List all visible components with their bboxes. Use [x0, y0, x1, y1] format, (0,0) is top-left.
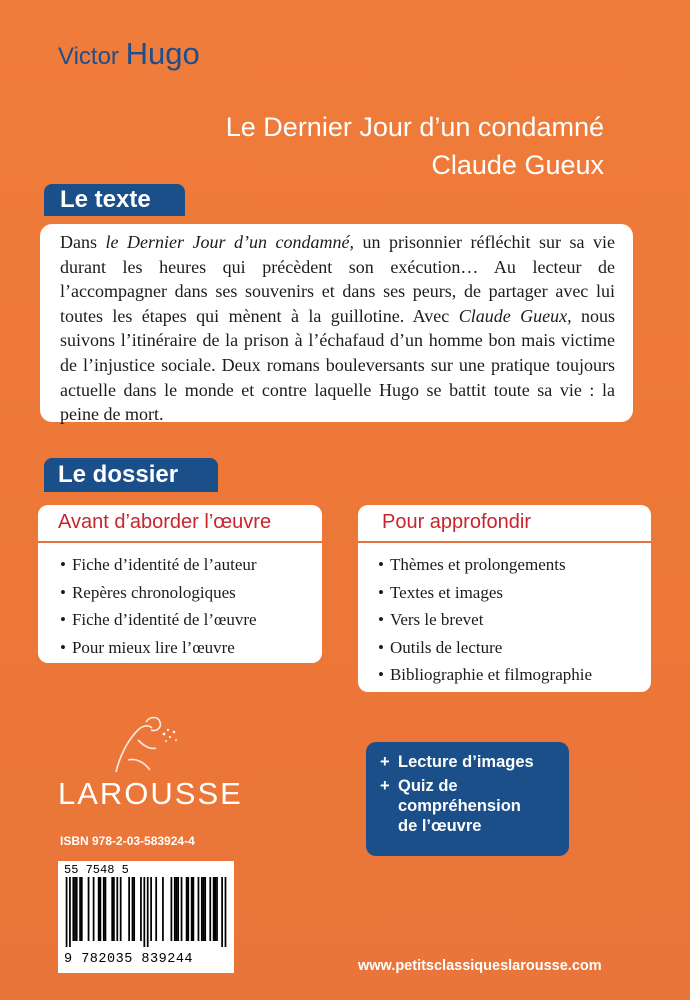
- barcode-bar: [203, 877, 205, 941]
- book-titles: [226, 108, 604, 184]
- website-url: www.petitsclassiqueslarousse.com: [358, 958, 602, 974]
- le-dossier-tab: Le dossier: [44, 458, 218, 492]
- barcode-bar: [186, 877, 188, 941]
- barcode-bar: [111, 877, 113, 941]
- barcode: [58, 861, 234, 973]
- barcode-bar: [147, 877, 149, 947]
- barcode-bar: [140, 877, 142, 941]
- barcode-bar: [176, 877, 178, 941]
- barcode-bar: [213, 877, 215, 941]
- larousse-logo: [58, 710, 243, 810]
- list-item: • Textes et images: [378, 579, 651, 607]
- barcode-bar: [155, 877, 157, 941]
- sower-emblem-icon: [58, 710, 243, 780]
- list-item: • Fiche d’identité de l’œuvre: [60, 606, 322, 634]
- extras-box: [366, 742, 569, 856]
- barcode-bar: [143, 877, 145, 947]
- barcode-bar: [204, 877, 206, 941]
- barcode-number: 9 782035 839244: [64, 952, 194, 967]
- barcode-bar: [133, 877, 135, 941]
- list-item: • Pour mieux lire l’œuvre: [60, 634, 322, 662]
- barcode-bar: [74, 877, 76, 941]
- barcode-bar: [162, 877, 164, 941]
- dossier-right-heading: Pour approfondir: [358, 505, 651, 543]
- barcode-bar: [177, 877, 179, 941]
- extras-line: Quiz de: [398, 777, 458, 795]
- summary-title-1: le Dernier Jour d’un condamné,: [105, 232, 354, 252]
- barcode-bar: [113, 877, 115, 941]
- author-name: [58, 36, 200, 72]
- author-first-name: Victor: [58, 43, 119, 70]
- barcode-bar: [79, 877, 81, 941]
- extras-item: [380, 776, 561, 836]
- barcode-bar: [201, 877, 203, 941]
- summary-text: Dans: [60, 232, 106, 252]
- list-item: • Repères chronologiques: [60, 579, 322, 607]
- extras-line: de l’œuvre: [398, 817, 482, 835]
- barcode-bar: [214, 877, 216, 941]
- list-item: • Outils de lecture: [378, 634, 651, 662]
- barcode-bar: [221, 877, 223, 947]
- extras-item-label: [398, 776, 521, 836]
- barcode-bar: [81, 877, 83, 941]
- list-item: • Thèmes et prolongements: [378, 551, 651, 579]
- barcode-bar: [103, 877, 105, 941]
- title-2: Claude Gueux: [431, 150, 604, 180]
- barcode-bar: [174, 877, 176, 941]
- extras-item-label: Lecture d’images: [398, 753, 534, 771]
- list-item: • Vers le brevet: [378, 606, 651, 634]
- barcode-bar: [187, 877, 189, 941]
- dossier-right-list: [358, 551, 651, 689]
- barcode-bar: [198, 877, 200, 941]
- summary-title-2: Claude Gueux,: [458, 305, 572, 326]
- isbn: ISBN 978-2-03-583924-4: [60, 834, 195, 848]
- title-1: Le Dernier Jour d’un condamné: [225, 112, 604, 142]
- le-texte-tab: Le texte: [44, 184, 185, 216]
- summary-box: [40, 224, 633, 425]
- dossier-left-heading: Avant d’aborder l’œuvre: [38, 505, 322, 543]
- publisher-name: LAROUSSE: [58, 776, 243, 811]
- list-item: • Bibliographie et filmographie: [378, 661, 651, 689]
- barcode-bar: [209, 877, 211, 941]
- plus-icon: +: [380, 777, 390, 795]
- barcode-bar: [88, 877, 90, 941]
- dossier-left-box: [38, 505, 322, 663]
- author-last-name: Hugo: [125, 36, 200, 71]
- barcode-bar: [191, 877, 193, 941]
- barcode-bar: [93, 877, 95, 941]
- barcode-bar: [128, 877, 130, 941]
- plus-icon: +: [380, 753, 390, 771]
- barcode-bar: [132, 877, 134, 941]
- barcode-bar: [225, 877, 227, 947]
- barcode-bar: [116, 877, 118, 941]
- barcode-bar: [192, 877, 194, 941]
- barcode-bar: [66, 877, 68, 947]
- barcode-bar: [181, 877, 183, 941]
- summary-text: nous suivons l’itinéraire de la prison à l’échafaud d’un homme bon mais victime de l’injustice sociale. Deux romans bouleversants sur une pratique toujours actuelle dans le monde et contre laquelle Hugo se battit toute sa vie : la peine de mort.: [60, 305, 615, 425]
- extras-item: [380, 752, 561, 772]
- barcode-bar: [69, 877, 71, 947]
- barcode-bar: [150, 877, 152, 941]
- barcode-bar: [171, 877, 173, 941]
- barcode-bar: [72, 877, 74, 941]
- barcode-bar: [120, 877, 122, 941]
- barcode-bar: [76, 877, 78, 941]
- barcode-bar: [98, 877, 100, 941]
- summary-text: un prisonnier réfléchit sur sa vie durant les heures qui précèdent son exécution… Au lecteur de l’accompagner dans ses souvenirs et dans ses peurs, de partager avec lui toutes les étapes qui mènent à la guillotine. Avec: [60, 232, 615, 326]
- barcode-bar: [105, 877, 107, 941]
- dossier-left-list: [38, 551, 322, 661]
- extras-line: compréhension: [398, 797, 521, 815]
- barcode-bar: [100, 877, 102, 941]
- dossier-right-box: [358, 505, 651, 692]
- list-item: • Fiche d’identité de l’auteur: [60, 551, 322, 579]
- barcode-top-number: 55 7548 5: [64, 863, 129, 877]
- barcode-bars: [64, 877, 228, 947]
- barcode-bar: [216, 877, 218, 941]
